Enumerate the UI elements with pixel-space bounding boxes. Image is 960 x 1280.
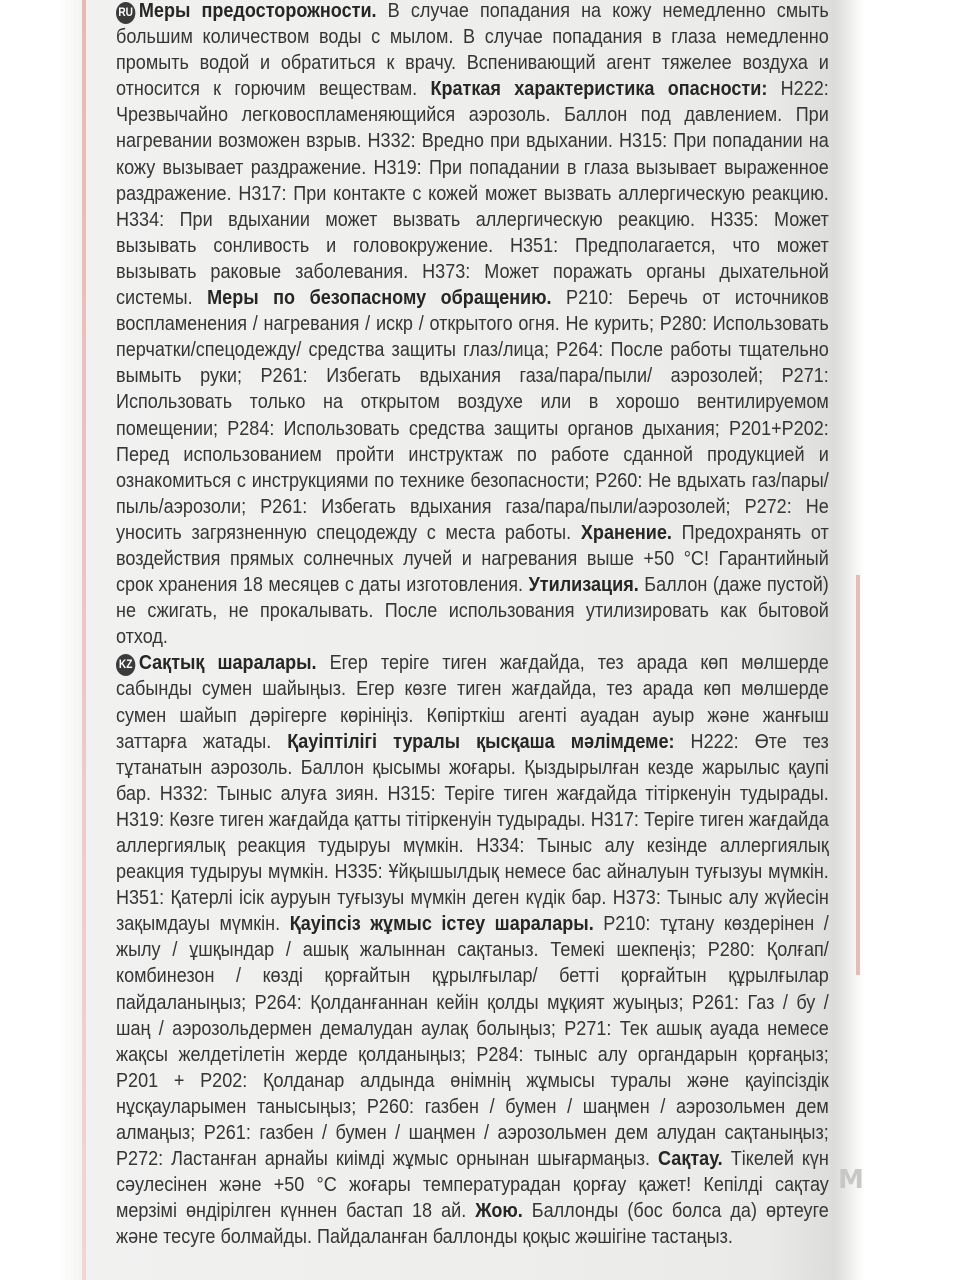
ru-text (116, 0, 829, 648)
section-text: Егер теріге тиген жағдайда, тез арада көп мөлшерде сабынды сумен шайыңыз. Егер көзге тиген жағдайда, тез арада көп мөлшерде сумен шайып дәрігерге көрініңіз. Көпірткіш агенті ауадан ауыр және жанғыш заттарға жатады. (116, 651, 829, 753)
lang-badge-ru: RU (116, 2, 135, 24)
warning-label (116, 0, 829, 1251)
red-label-strip (82, 0, 86, 1280)
partial-letter-m: M (838, 1165, 864, 1195)
section-heading: Жою. (475, 1199, 523, 1223)
section-text: Тікелей күн сәулесінен және +50 °С жоғары температурадан қорғау қажет! Кепілді сақтау мерзімі өндірілген күннен бастап 18 ай. (116, 1147, 829, 1223)
section-text: Р210: Беречь от источников воспламенения / нагревания / искр / открытого огня. Не курить; Р280: Использовать перчатки/спецодежду/ средства защиты глаз/лица; Р264: После работы тщательно вымыть руки; Р261: Избегать вдыхания газа/пара/пыли/ аэрозолей; Р271: Использовать только на открытом воздухе или в хорошо вентилируемом помещении; Р284: Использовать средства защиты органов дыхания; Р201+Р202: Перед использованием пройти инструктаж по работе сданной продукцией и ознакомиться с инструкциями по технике безопасности; Р260: Не вдыхать газ/пары/пыль/аэрозоли; Р261: Избегать вдыхания газа/пара/пыли/аэрозолей; Р272: Не уносить загрязненную спецодежду с места работы. (116, 286, 829, 544)
section-text: Баллонды (бос болса да) өртеуге және тесуге болмайды. Пайдаланған баллонды қоқыс жәшігіне тастаңыз. (116, 1199, 829, 1249)
section-heading: Краткая характеристика опасности: (430, 77, 768, 101)
section-text: Н222: Өте тез тұтанатын аэрозоль. Баллон қысымы жоғары. Қыздырылған кезде жарылыс қаупі бар. Н332: Тыныс алуға зиян. Н315: Теріге тиген жағдайда тітіркенуін тудырады. Н319: Көзге тиген жағдайда қатты тітіркенуін тудырады. Н317: Теріге тиген жағдайда аллергиялық реакция тудыруы мүмкін. Н334: Тыныс алу кезінде аллергиялық реакция тудыруы мүмкін. Н335: Ұйқышылдық немесе бас айналуын туғызуы мүмкін. Н351: Қатерлі ісік ауруын туғызуы мүмкін деген күдік бар. Н373: Тыныс алу жүйесін зақымдауы мүмкін. (116, 729, 829, 936)
warning-text-kz (116, 650, 829, 1250)
section-text: Предохранять от воздействия прямых солнечных лучей и нагревания выше +50 °С! Гарантийный срок хранения 18 месяцев с даты изготовления. (116, 520, 829, 597)
section-text: Н222: Чрезвычайно легковоспламеняющийся аэрозоль. Баллон под давлением. При нагревании возможен взрыв. Н332: Вредно при вдыхании. Н315: При попадании на кожу вызывает раздражение. Н319: При попадании в глаза вызывает выраженное раздражение. Н317: При контакте с кожей может вызвать аллергическую реакцию. Н334: При вдыхании может вызвать аллергическую реакцию. Н335: Может вызывать сонливость и головокружение. Н351: Предполагается, что может вызывать раковые заболевания. Н373: Может поражать органы дыхательной системы. (116, 77, 829, 310)
section-text: В случае попадания на кожу немедленно смыть большим количеством воды с мылом. В случае попадания в глаза немедленно промыть водой и обратиться к врачу. Вспенивающий агент тяжелее воздуха и относится к горючим веществам. (116, 0, 829, 101)
section-heading: Сақтық шаралары. (138, 651, 317, 675)
section-heading: Утилизация. (528, 573, 639, 597)
section-heading: Меры по безопасному обращению. (207, 286, 552, 310)
section-text: Баллон (даже пустой) не сжигать, не прокалывать. После использования утилизировать как бытовой отход. (116, 573, 829, 649)
section-heading: Хранение. (580, 520, 672, 544)
section-heading: Қауіпсіз жұмыс істеу шаралары. (289, 912, 594, 936)
red-label-mark (856, 575, 860, 975)
section-heading: Меры предосторожности. (138, 0, 377, 22)
section-heading: Қауіптілігі туралы қысқаша мәлімдеме: (287, 729, 675, 753)
section-heading: Сақтау. (658, 1147, 723, 1171)
warning-text-ru (116, 0, 829, 650)
lang-badge-kz: KZ (116, 654, 135, 676)
kz-text (116, 651, 829, 1248)
section-text: Р210: тұтану көздерінен / жылу / ұшқындар / ашық жалыннан сақтаныз. Темекі шекпеңіз; Р280: Қолғап/ комбинезон / көзді қорғайтын құрылғылар/ бетті қорғайтын құрылғылар пайдаланыңыз; Р264: Қолданғаннан кейін қолды мұқият жуыңыз; Р261: Газ / бу / шаң / аэрозольдермен демалудан аулақ болыңыз; Р271: Тек ашық ауада немесе жақсы желдетілетін жерде қолданыңыз; Р284: тыныс алу органдарын қорғаңыз; Р201 + Р202: Қолданар алдында өнімнің жұмысы туралы және қауіпсіздік нұсқауларымен танысыңыз; Р260: газбен / бумен / шаңмен / аэрозольмен дем алмаңыз; Р261: газбен / бумен / шаңмен / аэрозольмен дем алудан сақтаныңыз; Р272: Ластанған арнайы киімді жұмыс орнынан шығармаңыз. (116, 912, 829, 1171)
